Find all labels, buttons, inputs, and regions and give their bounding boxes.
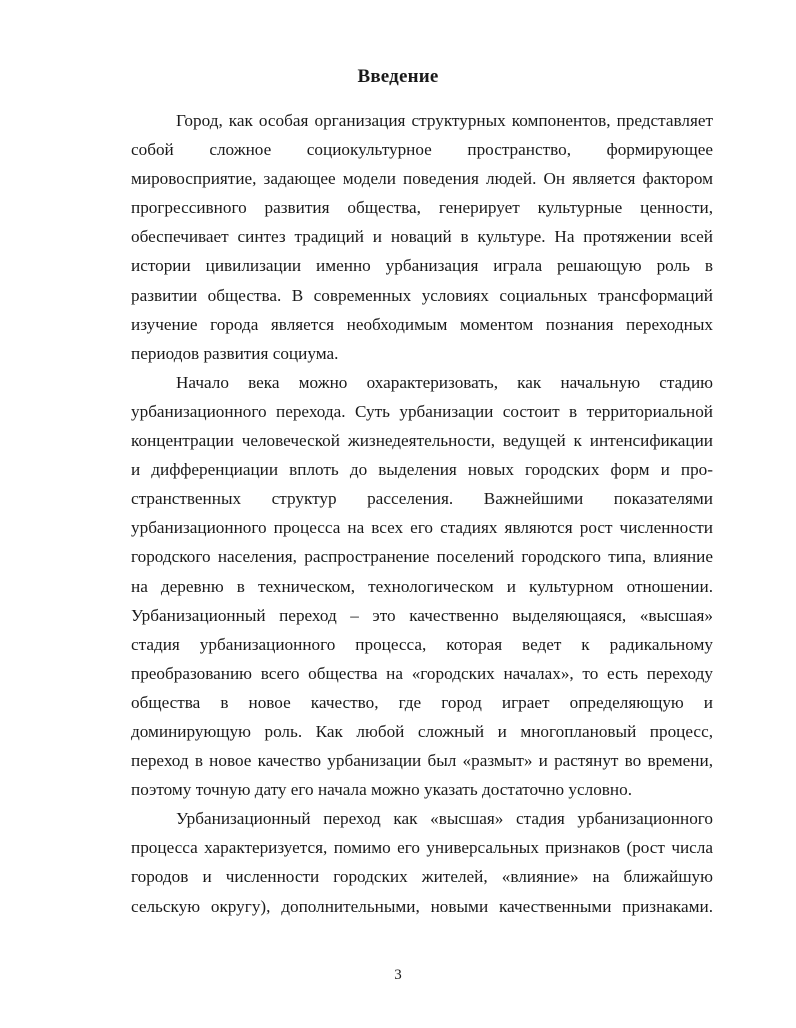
text-line: и дифференциации вплоть до выделения новых городских форм и про-	[131, 460, 713, 480]
body-text	[131, 106, 713, 921]
text-line: доминирующую роль. Как любой сложный и многоплановый процесс,	[131, 721, 713, 741]
page-number: 3	[394, 967, 402, 983]
text-line: поэтому точную дату его начала можно указать достаточно условно.	[131, 780, 633, 800]
text-line: Город, как особая организация структурных компонентов, представляет	[176, 111, 713, 130]
paragraph-1	[131, 106, 713, 368]
text-line: переход в новое качество урбанизации был «размыт» и растянут во времени,	[131, 751, 713, 771]
text-line: сельскую округу), дополнительными, новыми качественными признаками.	[131, 896, 713, 916]
text-line: Начало века можно охарактеризовать, как начальную стадию	[176, 372, 713, 392]
text-line: изучение города является необходимым моментом познания переходных	[131, 314, 713, 334]
text-line: истории цивилизации именно урбанизация играла решающую роль в	[131, 256, 713, 276]
text-line: общества в новое качество, где город играет определяющую и	[131, 692, 713, 712]
text-line: урбанизационного перехода. Суть урбанизации состоит в территориальной	[131, 401, 713, 421]
text-line: процесса характеризуется, помимо его универсальных признаков (рост числа	[131, 838, 713, 858]
text-line: городского населения, распространение поселений городского типа, влияние	[131, 547, 713, 567]
paragraph-3	[131, 804, 713, 920]
text-line: мировосприятие, задающее модели поведения людей. Он является фактором	[131, 169, 713, 189]
section-title: Введение	[357, 66, 439, 87]
paragraph-2	[131, 368, 713, 804]
text-line: стадия урбанизационного процесса, которая ведет к радикальному	[131, 634, 713, 654]
text-line: Урбанизационный переход – это качественно выделяющаяся, «высшая»	[131, 605, 713, 625]
text-line: странственных структур расселения. Важнейшими показателями	[131, 489, 713, 509]
text-line: Урбанизационный переход как «высшая» стадия урбанизационного	[176, 809, 713, 829]
text-line: обеспечивает синтез традиций и новаций в культуре. На протяжении всей	[131, 227, 713, 247]
text-line: городов и численности городских жителей, «влияние» на ближайшую	[131, 867, 713, 887]
text-line: концентрации человеческой жизнедеятельности, ведущей к интенсификации	[131, 431, 713, 451]
text-line: развитии общества. В современных условиях социальных трансформаций	[131, 285, 713, 305]
text-line: урбанизационного процесса на всех его стадиях являются рост численности	[131, 518, 713, 538]
text-line: преобразованию всего общества на «городских началах», то есть переходу	[131, 663, 713, 683]
text-line: периодов развития социума.	[131, 343, 339, 363]
text-line: прогрессивного развития общества, генерирует культурные ценности,	[131, 198, 713, 218]
text-line: на деревню в техническом, технологическом и культурном отношении.	[131, 576, 713, 596]
text-line: собой сложное социокультурное пространство, формирующее	[131, 140, 713, 160]
